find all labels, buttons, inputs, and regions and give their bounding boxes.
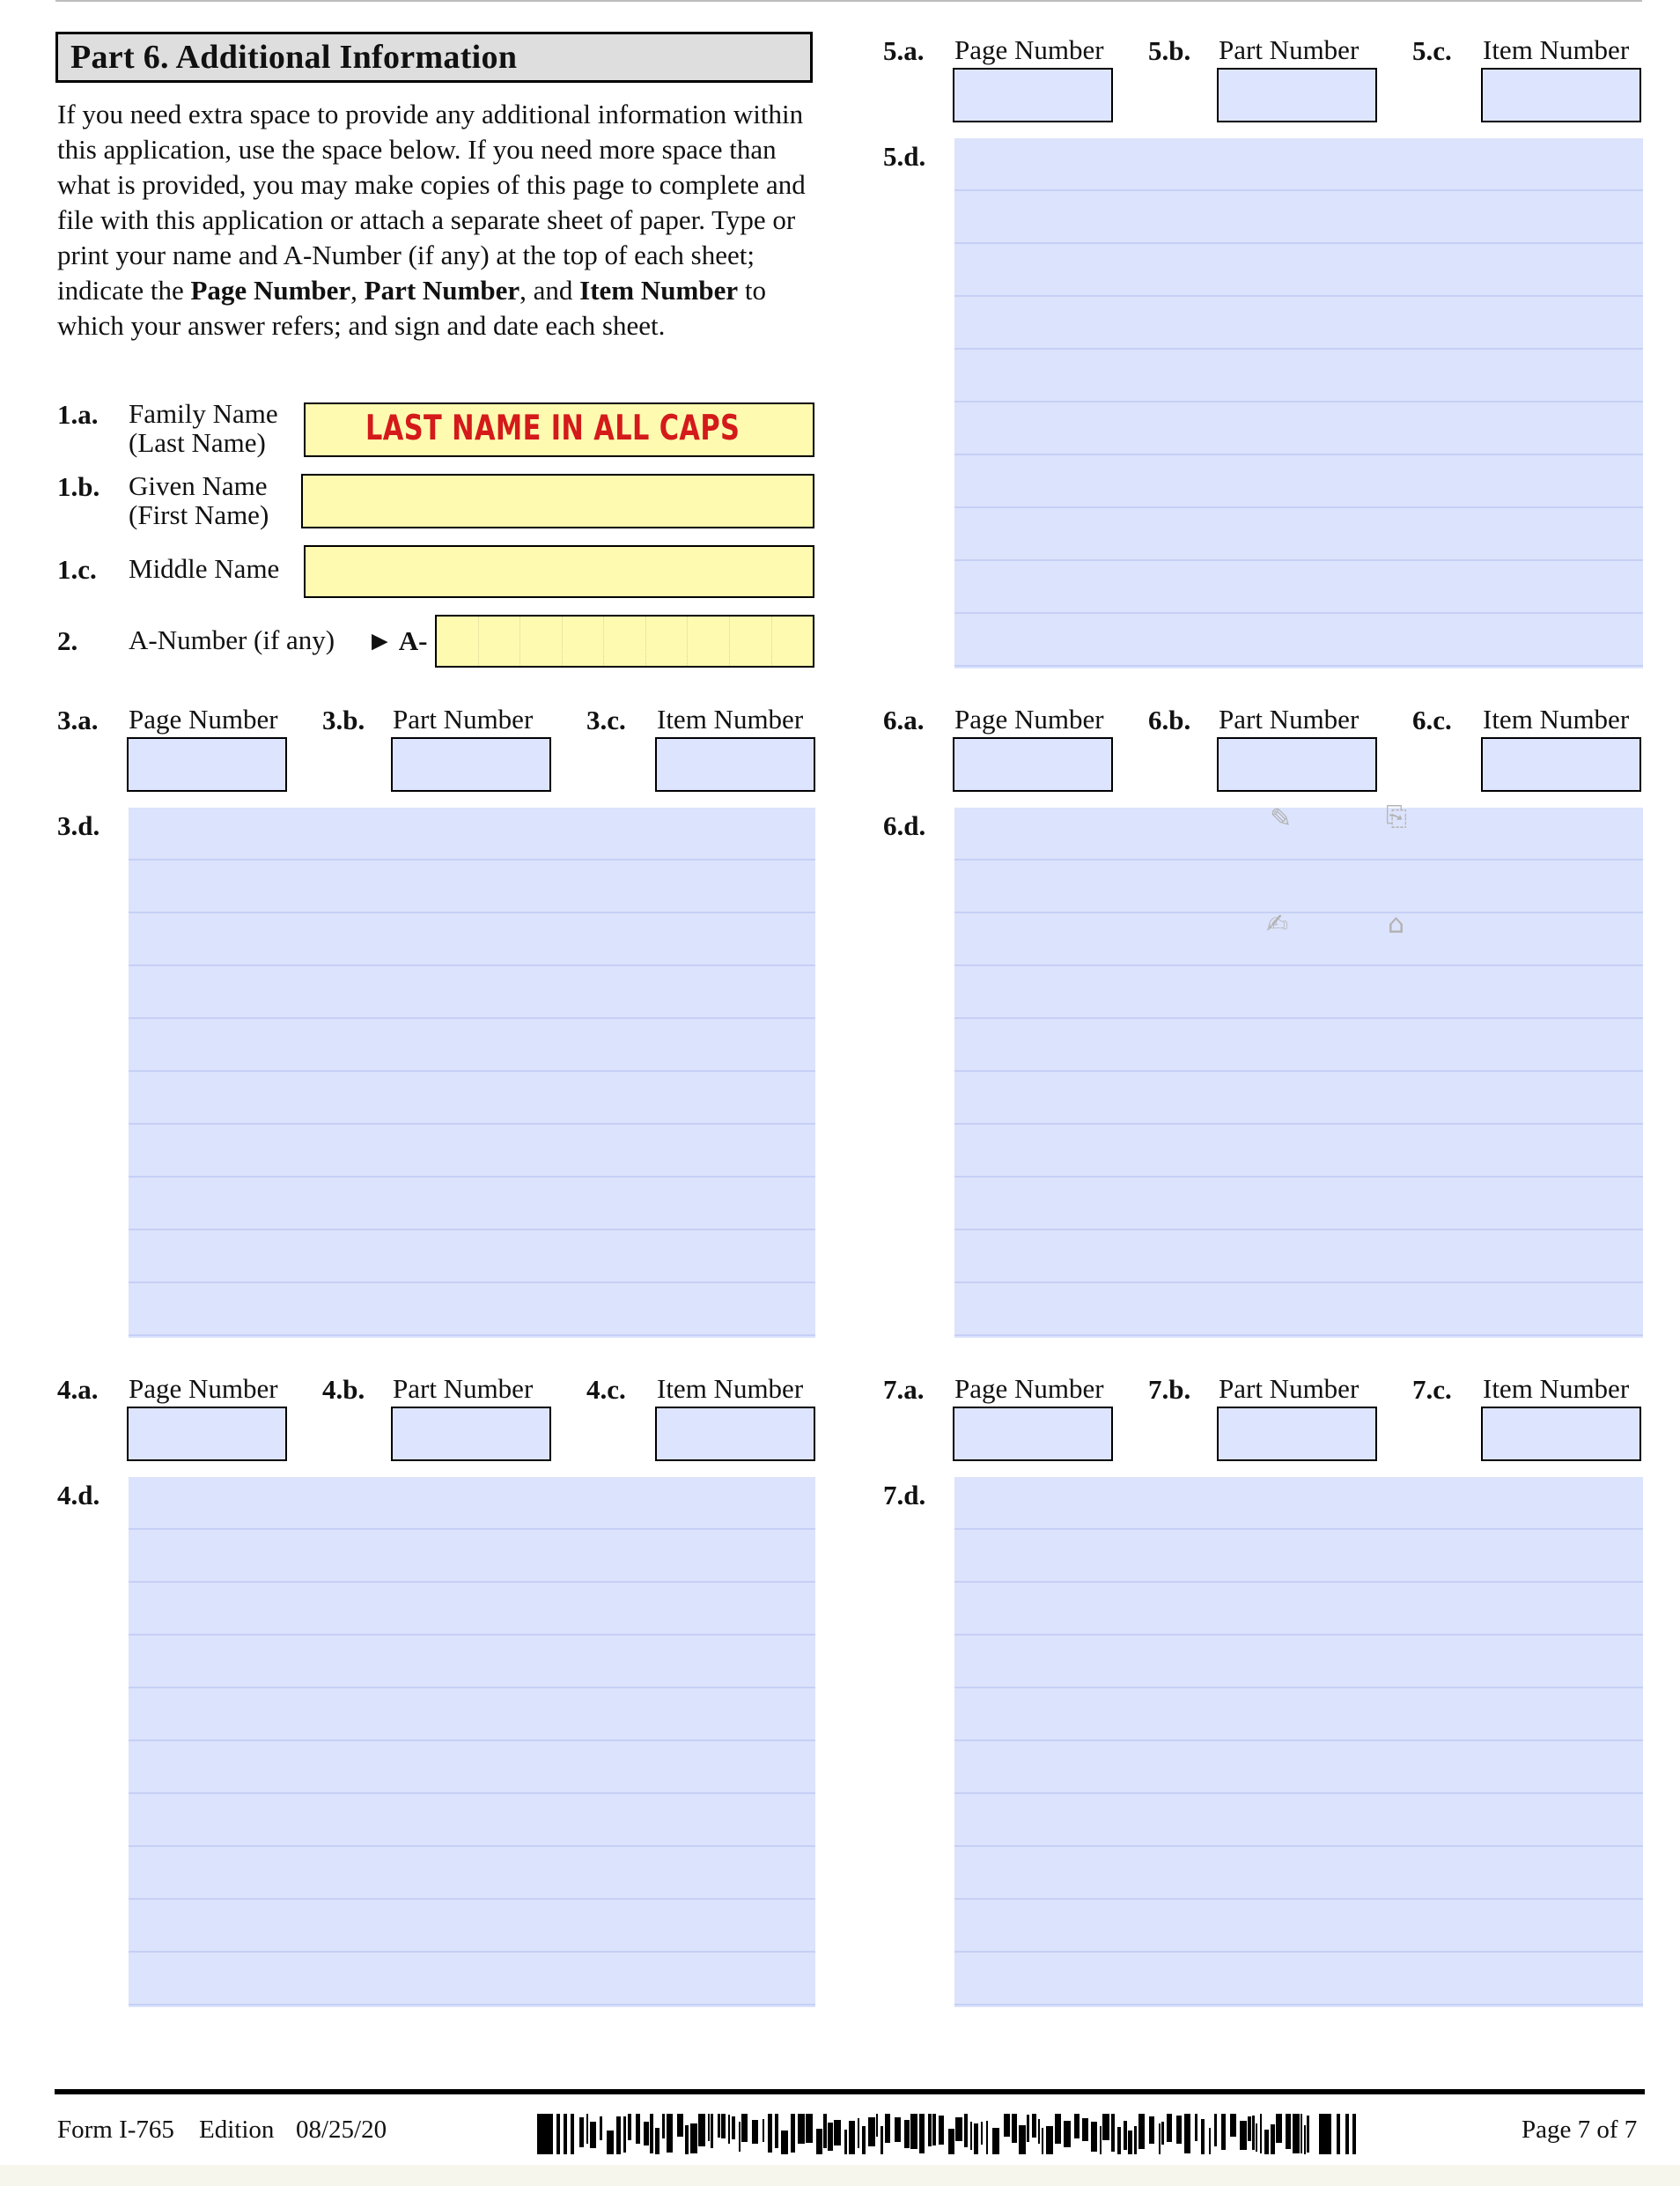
item-number-1a: 1.a.	[57, 399, 99, 430]
item-number-field-4[interactable]	[655, 1407, 815, 1461]
family-name-field[interactable]	[304, 402, 814, 457]
part-number-field-3[interactable]	[391, 737, 551, 792]
middle-name-label: Middle Name	[129, 553, 280, 584]
part-number-label-3: Part Number	[393, 704, 534, 735]
item-number-label-6: Item Number	[1483, 704, 1630, 735]
item-number-label-4: Item Number	[657, 1373, 804, 1404]
item-number-3c: 3.c.	[586, 705, 626, 735]
house-icon[interactable]: ⌂	[1388, 909, 1405, 940]
part-number-label-7: Part Number	[1219, 1373, 1359, 1404]
item-number-4d: 4.d.	[57, 1480, 100, 1510]
item-number-field-6[interactable]	[1481, 737, 1641, 792]
page-number-field-6[interactable]	[953, 737, 1113, 792]
given-name-label: Given Name (First Name)	[129, 470, 269, 530]
item-number-5b: 5.b.	[1148, 35, 1191, 66]
page-number-label-6: Page Number	[954, 704, 1104, 735]
item-number-5d: 5.d.	[883, 141, 926, 172]
item-number-7b: 7.b.	[1148, 1374, 1191, 1405]
page-number-field-5[interactable]	[953, 68, 1113, 122]
copy-icon[interactable]: ⎘	[1386, 801, 1407, 832]
instructions: If you need extra space to provide any additional information within this application, use the space below. If you need more space than what is provided, you may make copies of this page to complete and file with this application or attach a separate sheet of paper. Type or print your name and A-Number (if any) at the top of each sheet; indicate the Page Number, Part Number, and Item Number to which your answer refers; and sign and date each sheet.	[57, 99, 806, 341]
part-header	[55, 32, 813, 83]
item-number-1b: 1.b.	[57, 471, 100, 502]
item-number-3a: 3.a.	[57, 705, 99, 735]
item-number-7d: 7.d.	[883, 1480, 926, 1510]
item-number-4c: 4.c.	[586, 1374, 626, 1405]
page-number-label-4: Page Number	[129, 1373, 278, 1404]
item-number-6c: 6.c.	[1412, 705, 1452, 735]
a-number-field[interactable]	[435, 615, 814, 668]
item-number-1c: 1.c.	[57, 554, 97, 585]
page-number-field-7[interactable]	[953, 1407, 1113, 1461]
additional-info-textarea-6[interactable]	[954, 808, 1643, 1338]
part-number-field-6[interactable]	[1217, 737, 1377, 792]
item-number-6d: 6.d.	[883, 810, 926, 841]
form-id: Form I-765	[57, 2116, 174, 2144]
item-number-label-3: Item Number	[657, 704, 804, 735]
item-number-4a: 4.a.	[57, 1374, 99, 1405]
additional-info-textarea-5[interactable]	[954, 138, 1643, 668]
pencil-icon[interactable]: ✎	[1270, 803, 1293, 834]
page-number-field-4[interactable]	[127, 1407, 287, 1461]
item-number-4b: 4.b.	[322, 1374, 365, 1405]
a-number-prefix: ► A-	[366, 625, 428, 656]
item-number-7c: 7.c.	[1412, 1374, 1452, 1405]
page-number-label-3: Page Number	[129, 704, 278, 735]
part-number-field-4[interactable]	[391, 1407, 551, 1461]
additional-info-textarea-3[interactable]	[129, 808, 815, 1338]
item-number-field-3[interactable]	[655, 737, 815, 792]
family-name-value: LAST NAME IN ALL CAPS	[365, 409, 741, 448]
item-number-5a: 5.a.	[883, 35, 925, 66]
a-number-label: A-Number (if any)	[129, 624, 335, 655]
item-number-5c: 5.c.	[1412, 35, 1452, 66]
part-title: Part 6. Additional Information	[70, 39, 518, 76]
item-number-6a: 6.a.	[883, 705, 925, 735]
given-name-field[interactable]	[301, 474, 814, 528]
middle-name-field[interactable]	[304, 545, 814, 598]
edition-label: Edition	[199, 2116, 275, 2144]
item-number-field-7[interactable]	[1481, 1407, 1641, 1461]
part-number-label-5: Part Number	[1219, 34, 1359, 65]
page-number-label-7: Page Number	[954, 1373, 1104, 1404]
additional-info-textarea-7[interactable]	[954, 1477, 1643, 2007]
part-number-field-7[interactable]	[1217, 1407, 1377, 1461]
barcode	[537, 2114, 1356, 2154]
item-number-label-5: Item Number	[1483, 34, 1630, 65]
top-rule	[55, 0, 1642, 2]
item-number-3d: 3.d.	[57, 810, 100, 841]
part-number-label-4: Part Number	[393, 1373, 534, 1404]
item-number-2: 2.	[57, 625, 78, 656]
item-number-label-7: Item Number	[1483, 1373, 1630, 1404]
item-number-field-5[interactable]	[1481, 68, 1641, 122]
item-number-3b: 3.b.	[322, 705, 365, 735]
signature-icon[interactable]: ✍	[1266, 909, 1289, 940]
a-number-cells	[437, 617, 813, 666]
bottom-band	[0, 2165, 1680, 2186]
page-number-field-3[interactable]	[127, 737, 287, 792]
additional-info-textarea-4[interactable]	[129, 1477, 815, 2007]
part-number-label-6: Part Number	[1219, 704, 1359, 735]
item-number-6b: 6.b.	[1148, 705, 1191, 735]
item-number-7a: 7.a.	[883, 1374, 925, 1405]
page-number-label-5: Page Number	[954, 34, 1104, 65]
part-number-field-5[interactable]	[1217, 68, 1377, 122]
family-name-label: Family Name (Last Name)	[129, 398, 278, 458]
footer-rule	[55, 2089, 1645, 2094]
edition-date: 08/25/20	[296, 2116, 387, 2144]
page-number: Page 7 of 7	[1522, 2116, 1638, 2144]
